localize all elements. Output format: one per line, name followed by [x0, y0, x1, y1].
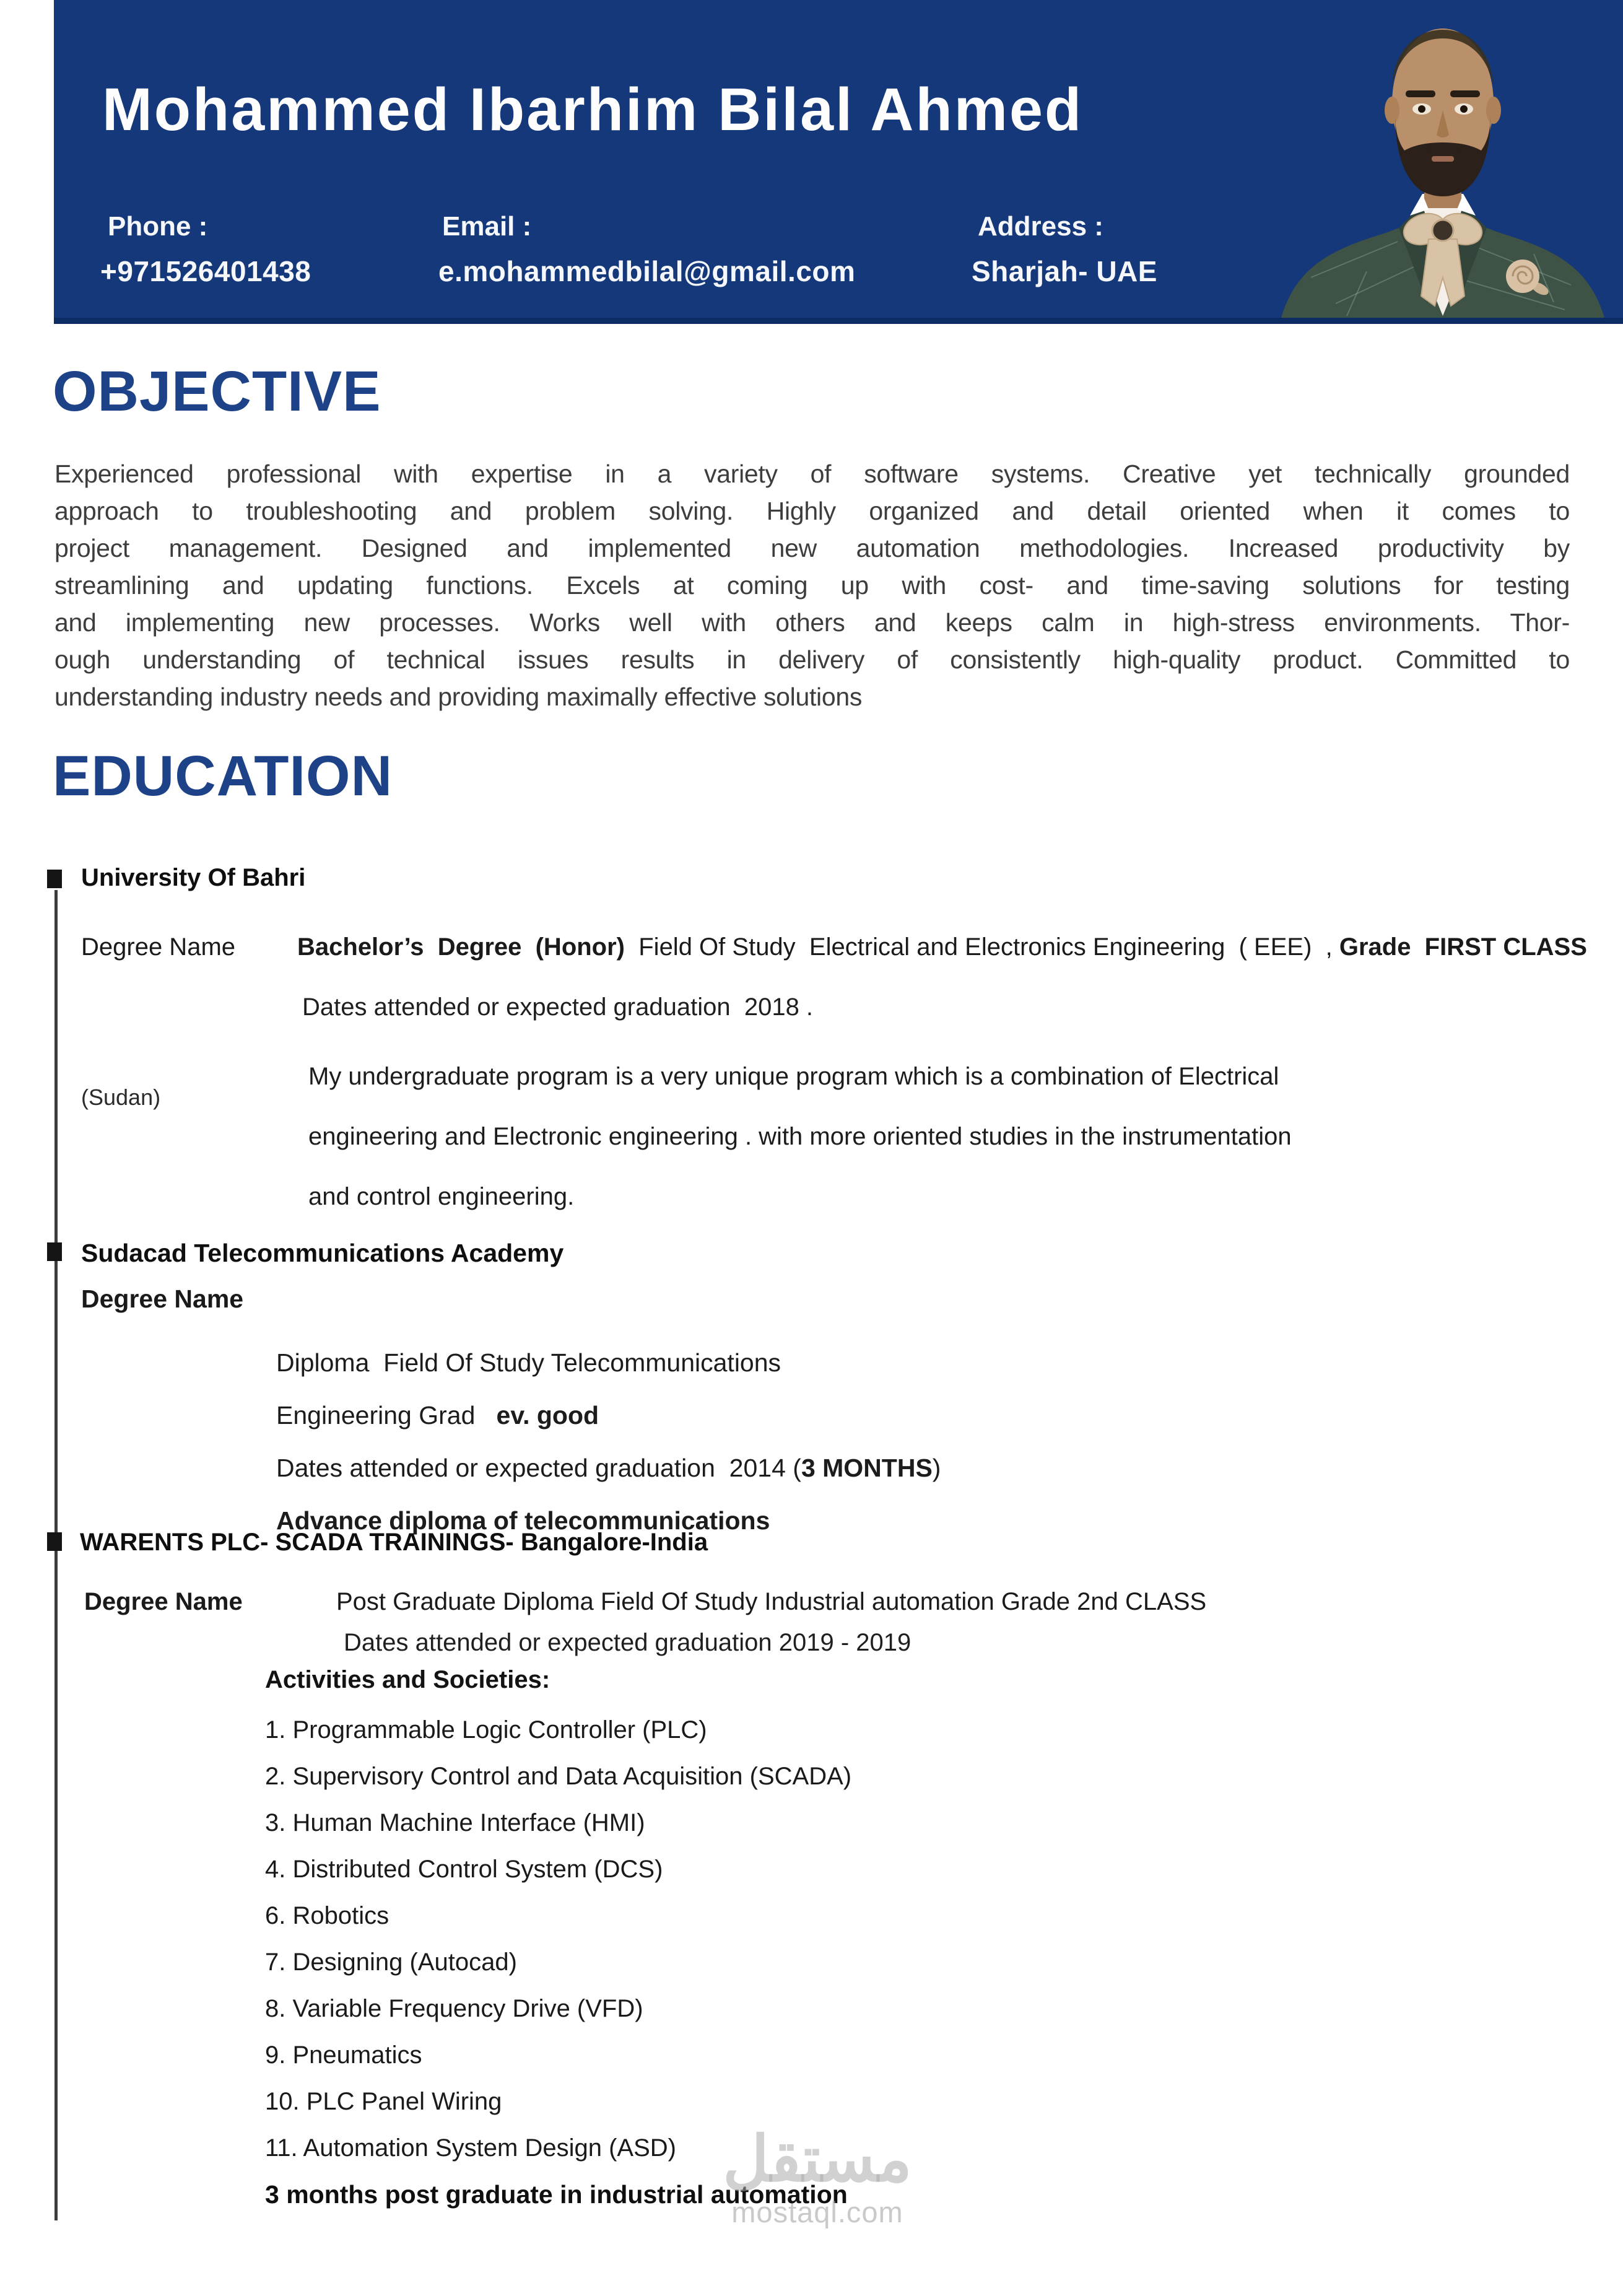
description-line: My undergraduate program is a very unique program which is a combination of Electrical [308, 1063, 1279, 1090]
dates-attended: Dates attended or expected graduation 2014 ( [276, 1454, 801, 1482]
location: (Sudan) [81, 1085, 161, 1110]
description-line: and control engineering. [308, 1183, 575, 1210]
activity-item: 11. Automation System Design (ASD) [265, 2134, 676, 2162]
activity-item: 4. Distributed Control System (DCS) [265, 1856, 663, 1883]
paren-close: ) [932, 1454, 941, 1482]
address-label: Address : [978, 211, 1103, 242]
program-description [308, 1047, 1292, 1227]
watermark-domain: mostaql.com [731, 2196, 903, 2229]
activity-item: 9. Pneumatics [265, 2041, 422, 2069]
objective-line: approach to troubleshooting and problem solving. Highly organized and detail oriented when it comes to [54, 497, 1570, 525]
email-label: Email : [442, 211, 532, 242]
objective-line: project management. Designed and implemented new automation methodologies. Increased productivity by [54, 534, 1570, 562]
objective-line: streamlining and updating functions. Excels at coming up with cost- and time-saving solutions for testing [54, 571, 1570, 600]
activity-item: 10. PLC Panel Wiring [265, 2088, 502, 2115]
activity-item: 2. Supervisory Control and Data Acquisition (SCADA) [265, 1763, 852, 1790]
degree-name-label: Degree Name [84, 1588, 243, 1615]
header-banner [54, 0, 1623, 324]
timeline-bullet-icon [47, 1532, 62, 1551]
phone-label: Phone : [108, 211, 208, 242]
institution-name: WARENTS PLC- SCADA TRAININGS- Bangalore-India [80, 1529, 708, 1556]
institution-name: University Of Bahri [81, 864, 306, 891]
activity-item: 1. Programmable Logic Controller (PLC) [265, 1716, 707, 1744]
institution-name: Sudacad Telecommunications Academy [81, 1239, 564, 1267]
diploma-title: Advance diploma of telecommunications [276, 1506, 770, 1535]
email-value: e.mohammedbilal@gmail.com [438, 255, 856, 287]
grade-label: Engineering Grad [276, 1401, 497, 1430]
objective-line: understanding industry needs and providing maximally effective solutions [54, 683, 863, 711]
activity-item: 8. Variable Frequency Drive (VFD) [265, 1995, 643, 2022]
objective-heading: OBJECTIVE [53, 360, 381, 423]
dates-attended: Dates attended or expected graduation 2018 . [302, 993, 814, 1021]
activities-list [265, 1707, 851, 2172]
degree-name-label: Degree Name [81, 933, 236, 961]
watermark-arabic-logo: مستقل [723, 2124, 912, 2194]
objective-line: and implementing new processes. Works well with others and keeps calm in high-stress environments. Thor- [54, 608, 1570, 637]
profile-photo [1274, 11, 1611, 318]
degree-name-label: Degree Name [81, 1285, 244, 1313]
degree-line [276, 1337, 941, 1389]
dates-attended: Dates attended or expected graduation 2019 - 2019 [344, 1629, 912, 1656]
education-heading: EDUCATION [53, 744, 393, 808]
timeline-bullet-icon [47, 1242, 62, 1261]
duration: 3 MONTHS [801, 1454, 933, 1482]
grade: Grade FIRST CLASS [1339, 933, 1587, 961]
field-of-study: Field Of Study Electrical and Electronics Engineering ( EEE) , [625, 933, 1339, 961]
candidate-name: Mohammed Ibarhim Bilal Ahmed [102, 76, 1084, 143]
postgraduate-summary: 3 months post graduate in industrial automation [265, 2180, 848, 2209]
description-line: engineering and Electronic engineering . with more oriented studies in the instrumentation [308, 1123, 1292, 1150]
degree-line [276, 1389, 941, 1442]
phone-value: +971526401438 [100, 255, 311, 287]
activities-heading: Activities and Societies: [265, 1666, 550, 1693]
timeline-line [54, 890, 58, 2220]
degree-line [276, 1442, 941, 1495]
activity-item: 7. Designing (Autocad) [265, 1949, 517, 1976]
field-of-study: Diploma Field Of Study Telecommunications [276, 1348, 781, 1377]
address-value: Sharjah- UAE [972, 255, 1157, 287]
objective-paragraph [54, 455, 1570, 715]
grade-value: ev. good [496, 1401, 599, 1430]
degree-value [297, 933, 1587, 961]
degree-value: Post Graduate Diploma Field Of Study Industrial automation Grade 2nd CLASS [336, 1588, 1207, 1615]
objective-line: ough understanding of technical issues results in delivery of consistently high-quality product. Committed to [54, 645, 1570, 674]
degree-title: Bachelor’s Degree (Honor) [297, 933, 625, 961]
activity-item: 6. Robotics [265, 1902, 389, 1929]
timeline-bullet-icon [47, 870, 62, 888]
objective-line: Experienced professional with expertise in a variety of software systems. Creative yet technically grounded [54, 460, 1570, 488]
activity-item: 3. Human Machine Interface (HMI) [265, 1809, 645, 1836]
degree-details [276, 1337, 941, 1547]
